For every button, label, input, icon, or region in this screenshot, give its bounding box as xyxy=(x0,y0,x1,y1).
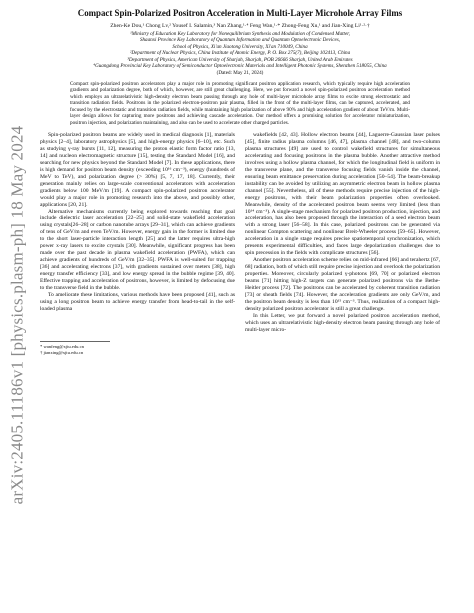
affiliation-line: ²Department of Nuclear Physics, China Institute of Atomic Energy, P. O. Box 275(7), Beijing 102413, China xyxy=(129,50,351,57)
paper-title: Compact Spin-Polarized Positron Acceleration in Multi-Layer Microhole Array Films xyxy=(77,8,403,18)
body-paragraph: wakefields [42, 43]. Hollow electron beams [44], Laguerre-Gaussian laser pulses [45], finite radius plasma columns [46, 47], plasma channel [48], and two-column plasma structures [49] are used to control wakefield structures for simultaneous accelerating and focusing positrons in the plasma bubble. Another attractive method involves using a hollow plasma channel, for which the longitudinal field is uniform in the transverse plane, and the transverse focusing fields vanish inside the channel, ensuring beam emittance preservation during acceleration [50–54]. The beam-breakup instability can be avoided by utilizing an asymmetric electron beam in hollow plasma channel [55]. Nevertheless, all of these methods require precise injection of the high-energy positrons, with their beam polarization properties often overlooked. Meanwhile, density of the accelerated positron beam seems very limited (less than 10¹⁴ cm⁻³). A single-stage mechanism for polarized positron production, injection, and acceleration, has also been proposed through the interaction of a seed electron beam with a strong laser [56–58]. In this case, polarized positrons can be generated via nonlinear Compton scattering and nonlinear Breit-Wheeler process [59–65]. However, acceleration in a single stage requires precise spatiotemporal synchronization, which presents experimental difficulties, and faces large depolarization challenges due to spin precession in the fields with complicate structures [56]. xyxy=(245,132,440,257)
affiliation-line: ⁴Guangdong Provincial Key Laboratory of Semiconductor Optoelectronic Materials and Intelligent Photonic Systems, Shenzhen 518055, China xyxy=(93,63,387,70)
body-paragraph: Alternative mechanisms currently being explored towards reaching that goal include dielectric laser acceleration [22–25] and solid-state wakefield acceleration using crystals[26–28] or carbon nanotube arrays [29–31], which can achieve gradients of tens of GeV/m and even TeV/m. However, energy gain in the former is limited due to the short laser-particle interaction length [25] and the latter requires ultra-high power x-ray lasers to excite crystals [30]. Meanwhile, significant progress has been made over the past decade in plasma wakefield acceleration (PWFA), which can achieve gradients of hundreds of GeV/m [32–35]. PWFA is well-suited for trapping [36] and accelerating electrons [37], with gradients sustained over meters [38], high energy transfer efficiency [33], and low energy spread in the bubble regime [39, 40]. Effective trapping and acceleration of positrons, however, is limited by defocusing due to the transverse field in the bubble. xyxy=(40,208,235,291)
affiliations xyxy=(40,31,440,69)
author-list: Zhen-Ke Dou,¹ Chong Lv,² Yousef I. Salamin,³ Nan Zhang,¹·⁴ Feng Wan,¹·* Zhong-Feng Xu,¹ and Jian-Xing Li¹·²·† xyxy=(110,23,370,29)
footnote-email: * wanfeng@xjtu.edu.cn xyxy=(40,343,84,349)
body-paragraph: To ameliorate these limitations, various methods have been proposed [41], such as using a long positron beam to achieve energy transfer from head-to-tail in the self-loaded plasma xyxy=(40,291,235,312)
arxiv-identifier: arXiv:2405.11186v1 [physics.plasm-ph] 18 May 2024 xyxy=(7,125,27,505)
paper-page xyxy=(40,8,440,356)
footnote-email: † jianxing@xjtu.edu.cn xyxy=(40,349,84,355)
affiliation-line: School of Physics, Xi'an Jiaotong University, Xi'an 710049, China xyxy=(172,43,308,50)
affiliation-line: ³Department of Physics, American University of Sharjah, Sharjah, POB 26666 Sharjah, United Arab Emirates xyxy=(127,56,353,63)
right-column xyxy=(245,132,440,356)
body-paragraph: In this Letter, we put forward a novel polarized positron acceleration method, which uses an ultrarelativistic high-density electron beam passing through any hole of multi-layer micro- xyxy=(245,312,440,333)
arxiv-identifier-stamp xyxy=(4,125,30,505)
body-columns xyxy=(40,132,440,356)
affiliation-line: ¹Ministry of Education Key Laboratory for Nonequilibrium Synthesis and Modulation of Condensed Matter, xyxy=(130,31,350,37)
affiliation-line: Shaanxi Province Key Laboratory of Quantum Information and Quantum Optoelectronic Devices, xyxy=(139,37,341,44)
body-paragraph: Spin-polarized positron beams are widely used in medical diagnosis [1], materials physics [2–4], laboratory astrophysics [5], and high-energy physics [6–10], etc. Such as studying γ-ray bursts [11, 12], measuring the proton elastic form factor ratio [13, 14] and nucleon electromagnetic structure [15], testing the Standard Model [16], and searching for new physics beyond the Standard Model [7]. In these applications, there is high demand for positron beam density (exceeding 10¹⁶ cm⁻³), energy (hundreds of MeV to TeV), and polarization degree (> 30%) [5, 7, 17, 18]. Currently, their generation mainly relies on large-scale conventional accelerators with acceleration gradients below 100 MeV/m [19]. A compact spin-polarized positron accelerator would play a major role in promoting research into the above, and possibly other, applications [20, 21]. xyxy=(40,132,235,208)
body-paragraph: Another positron acceleration scheme relies on mid-infrared [66] and terahertz [67, 68] radiation, both of which still require precise injection and overlook the polarization properties. Moreover, circularly polarized γ-photons [69, 70] or polarized electron beams [71] hitting high-Z targets can generate polarized positrons via the Bethe-Heitler process [72]. The positrons can be accelerated by coherent transition radiation [73] or sheath fields [74]. However, the acceleration gradients are only GeV/m, and the positron beam density is less than 10¹⁵ cm⁻³. Thus, realization of a compact high-density polarized positron accelerator is still a great challenge. xyxy=(245,257,440,312)
left-column xyxy=(40,132,235,356)
footnotes xyxy=(40,341,110,356)
abstract: Compact spin-polarized positron accelerators play a major role in promoting significant positron application research, which typically require high acceleration gradients and polarization degree, both of which, however, are still great challenging. Here, we put forward a novel spin-polarized positron acceleration method which employs an ultrarelativistic high-density electron beam passing through any hole of multi-layer microhole array films to excite strong electrostatic and transition radiation fields. Positrons in the polarized electron-positron pair plasma, filled in the front of the multi-layer films, can be captured, accelerated, and focused by the electrostatic and transition radiation fields, while maintaining high polarization of above 90% and high acceleration gradient of about TeV/m. Multi-layer design allows for capturing more positrons and achieving cascade acceleration. Our method offers a promising solution for accelerator miniaturization, positron injection, and polarization maintaining, and also can be used to accelerate other charged particles. xyxy=(70,80,410,126)
dated-line: (Dated: May 21, 2024) xyxy=(216,70,264,77)
